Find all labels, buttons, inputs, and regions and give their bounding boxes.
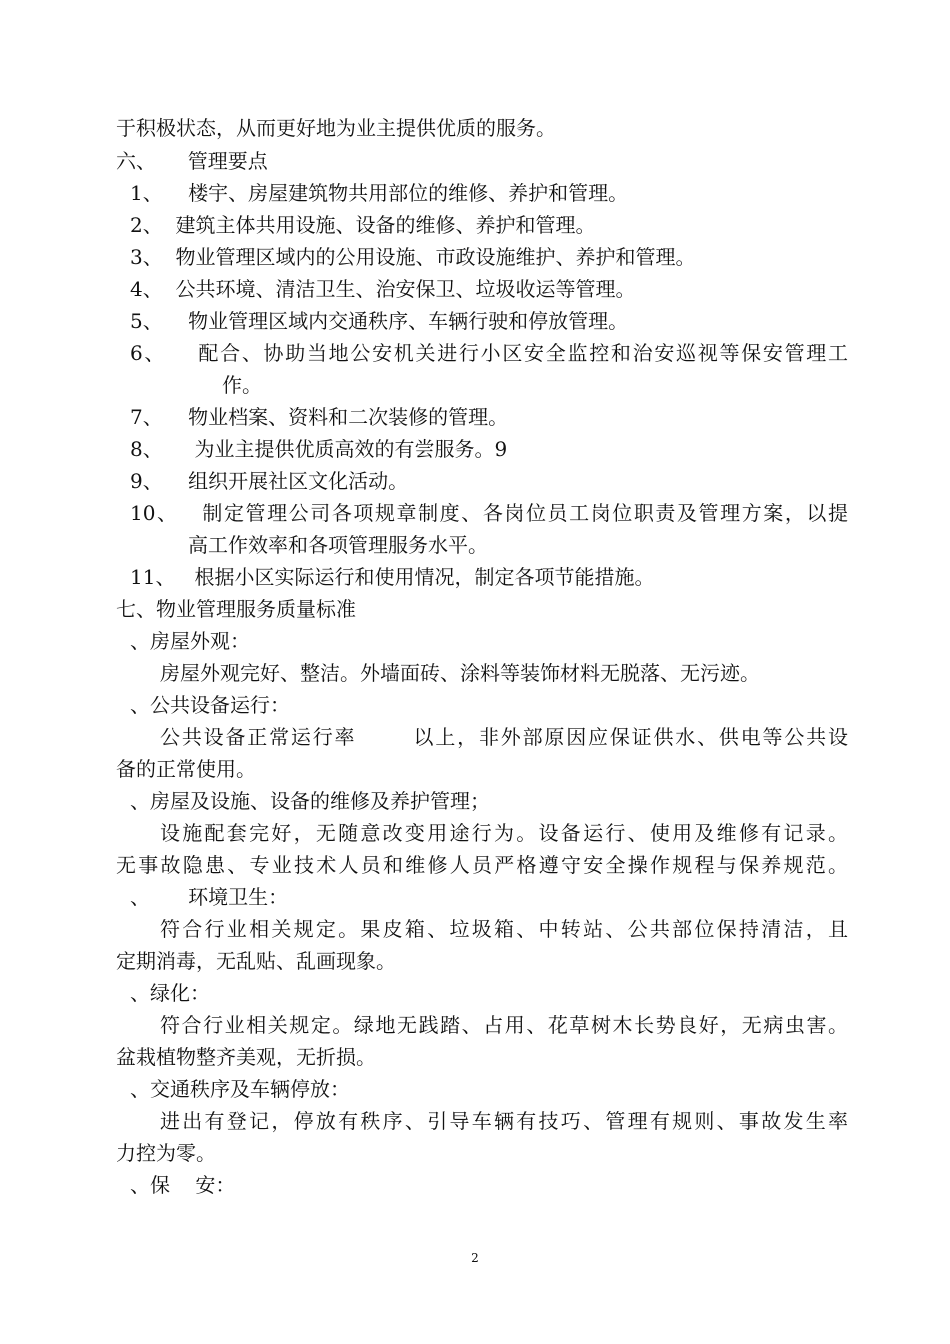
subheading-maintenance: 、房屋及设施、设备的维修及养护管理； [130, 789, 490, 813]
list-item-3: 3、 物业管理区域内的公用设施、市政设施维护、养护和管理。 [130, 245, 696, 269]
subheading-equipment: 、公共设备运行： [130, 693, 290, 717]
paragraph-equipment-continuation: 备的正常使用。 [116, 757, 256, 781]
paragraph-greening: 符合行业相关规定。绿地无践踏、占用、花草树木长势良好，无病虫害。 [160, 1013, 848, 1037]
list-item-6-continuation: 作。 [222, 373, 262, 397]
list-item-4: 4、 公共环境、清洁卫生、治安保卫、垃圾收运等管理。 [130, 277, 636, 301]
paragraph-greening-continuation: 盆栽植物整齐美观，无折损。 [116, 1045, 376, 1069]
section-heading-7: 七、物业管理服务质量标准 [116, 597, 356, 621]
list-item-1: 1、 楼宇、房屋建筑物共用部位的维修、养护和管理。 [130, 181, 629, 205]
subheading-sanitation: 、 环境卫生： [130, 885, 289, 909]
paragraph-traffic-continuation: 力控为零。 [116, 1141, 216, 1165]
page-number: 2 [471, 1251, 479, 1265]
subheading-security: 、保 安： [130, 1173, 236, 1197]
paragraph-traffic: 进出有登记，停放有秩序、引导车辆有技巧、管理有规则、事故发生率 [160, 1109, 848, 1133]
list-item-6: 6、 配合、协助当地公安机关进行小区安全监控和治安巡视等保安管理工 [130, 341, 848, 365]
subheading-exterior: 、房屋外观： [130, 629, 250, 653]
list-item-2: 2、 建筑主体共用设施、设备的维修、养护和管理。 [130, 213, 596, 237]
paragraph-sanitation: 符合行业相关规定。果皮箱、垃圾箱、中转站、公共部位保持清洁，且 [160, 917, 848, 941]
section-heading-6: 六、 管理要点 [116, 149, 268, 173]
list-item-8: 8、 为业主提供优质高效的有尝服务。9 [130, 437, 508, 461]
paragraph-continuation: 于积极状态，从而更好地为业主提供优质的服务。 [116, 116, 556, 140]
paragraph-maintenance-continuation: 无事故隐患、专业技术人员和维修人员严格遵守安全操作规程与保养规范。 [116, 853, 848, 877]
subheading-greening: 、绿化： [130, 981, 210, 1005]
list-item-9: 9、 组织开展社区文化活动。 [130, 469, 409, 493]
list-item-10-continuation: 高工作效率和各项管理服务水平。 [188, 533, 488, 557]
paragraph-maintenance: 设施配套完好，无随意改变用途行为。设备运行、使用及维修有记录。 [160, 821, 848, 845]
paragraph-exterior: 房屋外观完好、整洁。外墙面砖、涂料等装饰材料无脱落、无污迹。 [160, 661, 760, 685]
list-item-10: 10、 制定管理公司各项规章制度、各岗位员工岗位职责及管理方案，以提 [130, 501, 848, 525]
subheading-traffic: 、交通秩序及车辆停放： [130, 1077, 350, 1101]
list-item-7: 7、 物业档案、资料和二次装修的管理。 [130, 405, 509, 429]
paragraph-equipment: 公共设备正常运行率 以上，非外部原因应保证供水、供电等公共设 [160, 725, 848, 749]
list-item-11: 11、 根据小区实际运行和使用情况，制定各项节能措施。 [130, 565, 655, 589]
list-item-5: 5、 物业管理区域内交通秩序、车辆行驶和停放管理。 [130, 309, 629, 333]
paragraph-sanitation-continuation: 定期消毒，无乱贴、乱画现象。 [116, 949, 396, 973]
